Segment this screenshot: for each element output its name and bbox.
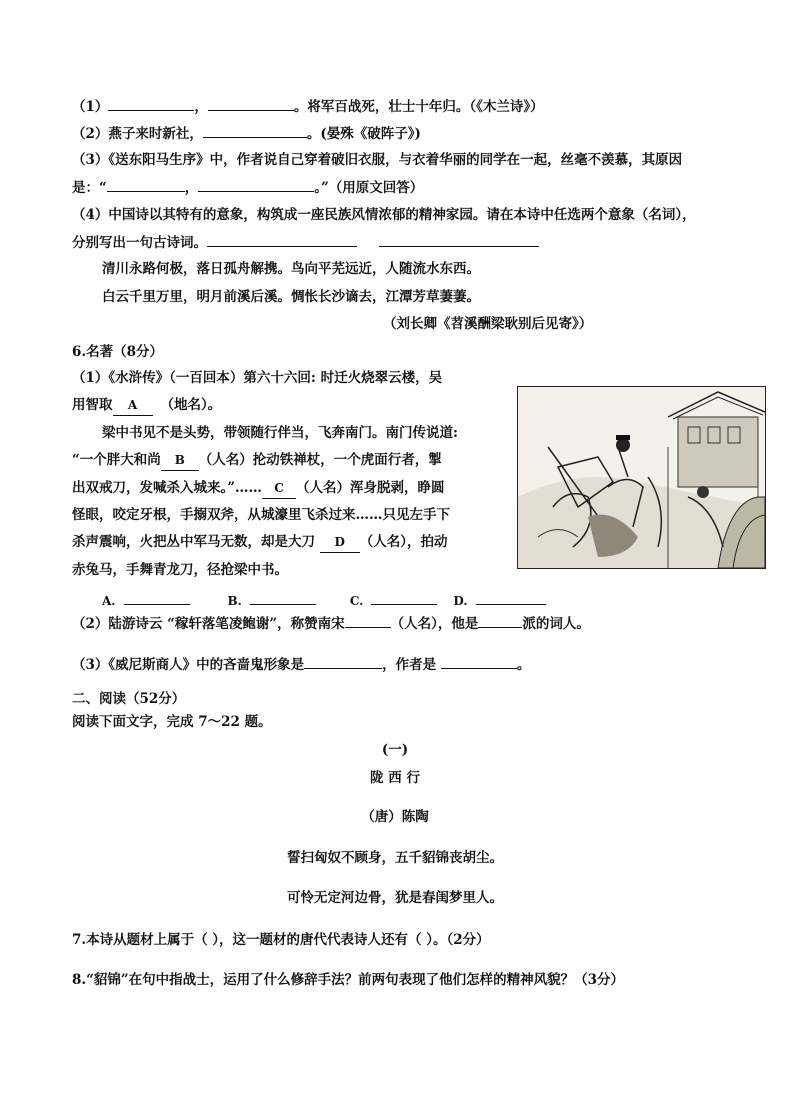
poem-line-1: 清川永路何极，落日孤舟解携。鸟向平芜远近，人随流水东西。 (102, 261, 480, 277)
q6-line-6: 怪眼，咬定牙根，手搦双斧，从城濠里飞杀过来……只见左手下 (72, 507, 450, 523)
blank-d[interactable]: D (320, 532, 360, 553)
q6-line-1: （1）《水浒传》（一百回本）第六十六回: 时迁火烧翠云楼，吴 (72, 370, 443, 386)
q5-line-3: （3）《送东阳马生序》中，作者说自己穿着破旧衣服，与衣着华丽的同学在一起，丝毫不羡慕，其原因 (72, 152, 683, 168)
q5-line-6: 分别写出一句古诗词。 (72, 232, 539, 253)
q5-line-2: （2）燕子来时新社， 。(晏殊《破阵子》) (72, 123, 421, 144)
answer-blank[interactable] (379, 232, 539, 247)
q6-part-2: （2）陆游诗云 “稼轩落笔凌鲍谢”，称赞南宋 （人名），他是 派的词人。 (72, 613, 590, 634)
answer-blank[interactable] (478, 613, 522, 628)
answer-blank[interactable] (198, 177, 314, 192)
q6-line-2: 用智取 A （地名）。 (72, 395, 221, 416)
poem-author: （唐）陈陶 (361, 809, 429, 825)
answer-blank[interactable] (108, 96, 194, 111)
answer-blank[interactable] (207, 232, 357, 247)
part-number: (一) (381, 742, 409, 758)
q6-line-5: 出双戒刀，发喊杀入城来。”…… C （人名）浑身脱剥，睁圆 (72, 478, 445, 499)
poem-source: （刘长卿《苕溪酬梁耿别后见寄》） (383, 316, 593, 332)
q6-line-8: 赤兔马，手舞青龙刀，径抢梁中书。 (72, 562, 288, 578)
answer-blank[interactable] (304, 654, 382, 669)
illustration-image (517, 386, 766, 569)
answer-blank[interactable] (107, 177, 185, 192)
q6-line-3: 梁中书见不是头势，带领随行伴当，飞奔南门。南门传说道: (102, 425, 458, 441)
answer-blank[interactable] (203, 123, 307, 138)
answer-blank[interactable] (124, 590, 190, 605)
answer-blank[interactable] (345, 613, 391, 628)
blank-b[interactable]: B (161, 450, 199, 471)
poem-title: 陇 西 行 (370, 770, 420, 786)
question-7: 7.本诗从题材上属于（ ），这一题材的唐代代表诗人还有（ ）。（2分） (72, 932, 490, 948)
section-2-intro: 阅读下面文字，完成 7～22 题。 (72, 714, 272, 730)
answer-blank[interactable] (371, 590, 437, 605)
q6-line-4: “一个胖大和尚 B （人名）抡动铁禅杖，一个虎面行者，掣 (72, 450, 442, 471)
answer-options: A. B. C. D. (102, 590, 546, 611)
answer-blank[interactable] (250, 590, 316, 605)
q6-line-7: 杀声震响，火把丛中军马无数，却是大刀 D （人名），拍动 (72, 532, 447, 553)
q5-line-1: （1） ， 。将军百战死，壮士十年归。（《木兰诗》） (72, 96, 544, 117)
blank-a[interactable]: A (113, 395, 153, 416)
blank-c[interactable]: C (262, 478, 296, 499)
answer-blank[interactable] (476, 590, 546, 605)
q5-line-5: （4）中国诗以其特有的意象，构筑成一座民族风情浓郁的精神家园。请在本诗中任选两个意象（名词）， (72, 207, 696, 223)
section-2-title: 二、阅读（52分） (72, 691, 186, 707)
answer-blank[interactable] (441, 654, 517, 669)
q5-line-4: 是：“ ， 。”（用原文回答） (72, 177, 423, 198)
question-8: 8.“貂锦”在句中指战士，运用了什么修辞手法？前两句表现了他们怎样的精神风貌？（3分） (72, 972, 625, 988)
poem-line-2: 白云千里万里，明月前溪后溪。惆怅长沙谪去，江潭芳草萋萋。 (102, 289, 480, 305)
q6-part-3: （3）《威尼斯商人》中的吝啬鬼形象是 ，作者是 。 (72, 654, 530, 675)
poem-line-2: 可怜无定河边骨，犹是春闺梦里人。 (287, 890, 503, 906)
q6-title: 6.名著（8分） (72, 344, 163, 360)
poem-line-1: 誓扫匈奴不顾身，五千貂锦丧胡尘。 (287, 850, 503, 866)
answer-blank[interactable] (208, 96, 294, 111)
